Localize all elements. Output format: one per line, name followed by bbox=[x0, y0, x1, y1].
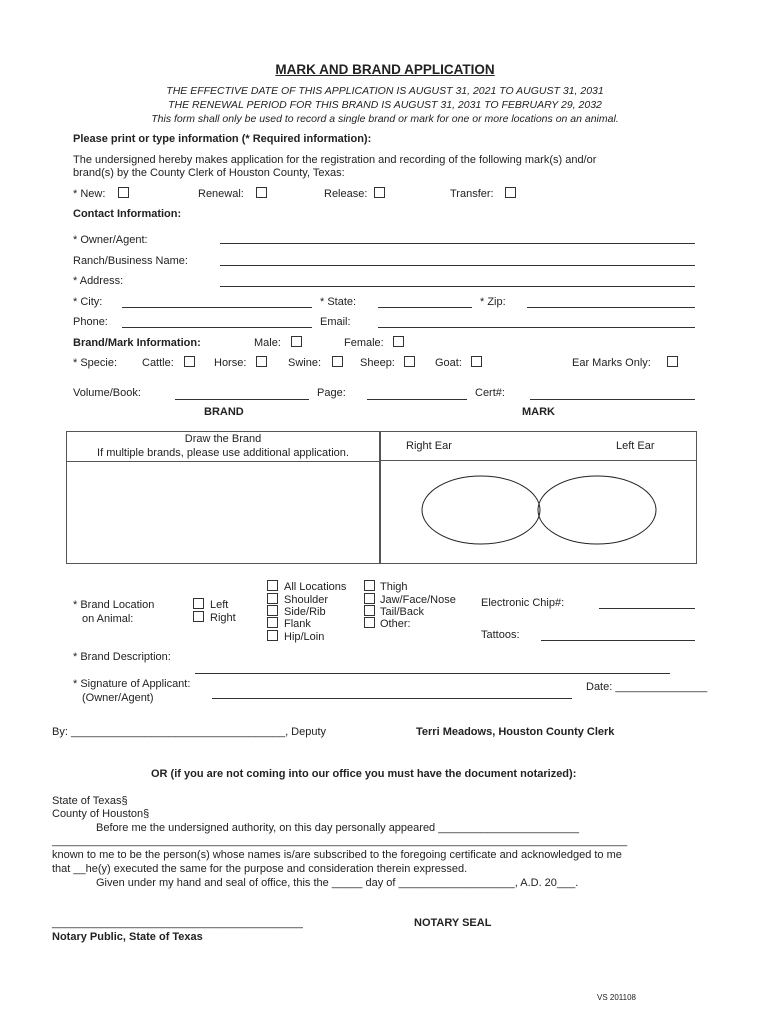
cert-field[interactable] bbox=[530, 399, 695, 400]
ranch-field[interactable] bbox=[220, 265, 695, 266]
notary-instruction: OR (if you are not coming into our office you must have the document notarized): bbox=[151, 768, 577, 780]
transfer-checkbox[interactable] bbox=[505, 187, 516, 198]
mark-heading: MARK bbox=[522, 406, 555, 418]
horse-checkbox[interactable] bbox=[256, 356, 267, 367]
ear-marks-only-checkbox[interactable] bbox=[667, 356, 678, 367]
shoulder-checkbox[interactable] bbox=[267, 593, 278, 604]
phone-field[interactable] bbox=[122, 327, 312, 328]
left-ear-label: Left Ear bbox=[616, 440, 655, 452]
tail-back-checkbox[interactable] bbox=[364, 605, 375, 616]
release-label: Release: bbox=[324, 188, 368, 200]
email-field[interactable] bbox=[378, 327, 695, 328]
female-label: Female: bbox=[344, 337, 384, 349]
brand-location-label: * Brand Location bbox=[73, 599, 155, 611]
draw-brand-text: Draw the Brand bbox=[184, 433, 262, 445]
hip-loin-label: Hip/Loin bbox=[284, 631, 325, 643]
cattle-label: Cattle: bbox=[142, 357, 174, 369]
notary-signature-line[interactable]: _________________________________________ bbox=[52, 917, 303, 929]
renewal-label: Renewal: bbox=[198, 188, 244, 200]
volume-field[interactable] bbox=[175, 399, 309, 400]
executed-text: that __he(y) executed the same for the purpose and consideration therein expressed. bbox=[52, 863, 468, 875]
goat-label: Goat: bbox=[435, 357, 462, 369]
page-field[interactable] bbox=[367, 399, 467, 400]
specie-label: * Specie: bbox=[73, 357, 118, 369]
ear-outlines bbox=[380, 461, 697, 564]
county-clerk-name: Terri Meadows, Houston County Clerk bbox=[416, 726, 615, 738]
new-checkbox[interactable] bbox=[118, 187, 129, 198]
right-side-checkbox[interactable] bbox=[193, 611, 204, 622]
left-side-label: Left bbox=[210, 599, 229, 611]
city-field[interactable] bbox=[122, 307, 312, 308]
deputy-line[interactable]: By: ___________________________________, Deputy bbox=[52, 726, 327, 738]
intro-line-1: The undersigned hereby makes application for the registration and recording of the following mark(s) and/or bbox=[73, 154, 597, 166]
date-field[interactable]: Date: _______________ bbox=[586, 681, 708, 693]
left-ear-outline[interactable] bbox=[538, 476, 656, 544]
cert-label: Cert#: bbox=[475, 387, 505, 399]
volume-label: Volume/Book: bbox=[73, 387, 141, 399]
left-side-checkbox[interactable] bbox=[193, 598, 204, 609]
female-checkbox[interactable] bbox=[393, 336, 404, 347]
owner-agent-label: (Owner/Agent) bbox=[82, 692, 154, 704]
release-checkbox[interactable] bbox=[374, 187, 385, 198]
county-of-houston: County of Houston§ bbox=[52, 808, 150, 820]
owner-label: * Owner/Agent: bbox=[73, 234, 148, 246]
email-label: Email: bbox=[320, 316, 351, 328]
new-label: * New: bbox=[73, 188, 106, 200]
print-note: Please print or type information (* Required information): bbox=[73, 133, 372, 145]
male-checkbox[interactable] bbox=[291, 336, 302, 347]
side-rib-label: Side/Rib bbox=[284, 606, 326, 618]
all-locations-label: All Locations bbox=[284, 581, 347, 593]
brand-heading: BRAND bbox=[204, 406, 244, 418]
male-label: Male: bbox=[254, 337, 281, 349]
jaw-face-nose-checkbox[interactable] bbox=[364, 593, 375, 604]
address-field[interactable] bbox=[220, 286, 695, 287]
all-locations-checkbox[interactable] bbox=[267, 580, 278, 591]
address-label: * Address: bbox=[73, 275, 124, 287]
tattoos-field[interactable] bbox=[541, 640, 695, 641]
multiple-brands-text: If multiple brands, please use additional application. bbox=[97, 447, 349, 459]
goat-checkbox[interactable] bbox=[471, 356, 482, 367]
contact-heading: Contact Information: bbox=[73, 208, 182, 220]
renewal-period-text: THE RENEWAL PERIOD FOR THIS BRAND IS AUGUST 31, 2031 TO FEBRUARY 29, 2032 bbox=[168, 99, 602, 111]
thigh-label: Thigh bbox=[380, 581, 408, 593]
single-use-text: This form shall only be used to record a single brand or mark for one or more locations on an animal. bbox=[151, 113, 619, 125]
tail-back-label: Tail/Back bbox=[380, 606, 425, 618]
brand-description-field[interactable] bbox=[195, 673, 670, 674]
city-label: * City: bbox=[73, 296, 103, 308]
signature-field[interactable] bbox=[212, 698, 572, 699]
swine-label: Swine: bbox=[288, 357, 322, 369]
before-me-text[interactable]: Before me the undersigned authority, on this day personally appeared _______________________ bbox=[96, 822, 579, 834]
owner-field[interactable] bbox=[220, 243, 695, 244]
form-version: VS 201108 bbox=[597, 993, 636, 1002]
right-side-label: Right bbox=[210, 612, 236, 624]
transfer-label: Transfer: bbox=[450, 188, 494, 200]
tattoos-label: Tattoos: bbox=[481, 629, 520, 641]
ranch-label: Ranch/Business Name: bbox=[73, 255, 188, 267]
state-label: * State: bbox=[320, 296, 357, 308]
brand-info-heading: Brand/Mark Information: bbox=[73, 337, 201, 349]
known-to-me-text: known to me to be the person(s) whose names is/are subscribed to the foregoing certificate and acknowledged to me bbox=[52, 849, 622, 861]
side-rib-checkbox[interactable] bbox=[267, 605, 278, 616]
appeared-name-line[interactable]: ______________________________________________________________________________________________ bbox=[52, 835, 628, 847]
on-animal-label: on Animal: bbox=[82, 613, 134, 625]
jaw-face-nose-label: Jaw/Face/Nose bbox=[380, 594, 456, 606]
hip-loin-checkbox[interactable] bbox=[267, 630, 278, 641]
sheep-label: Sheep: bbox=[360, 357, 395, 369]
intro-line-2: brand(s) by the County Clerk of Houston County, Texas: bbox=[73, 167, 345, 179]
cattle-checkbox[interactable] bbox=[184, 356, 195, 367]
zip-field[interactable] bbox=[527, 307, 695, 308]
state-field[interactable] bbox=[378, 307, 472, 308]
sheep-checkbox[interactable] bbox=[404, 356, 415, 367]
horse-label: Horse: bbox=[214, 357, 247, 369]
thigh-checkbox[interactable] bbox=[364, 580, 375, 591]
phone-label: Phone: bbox=[73, 316, 108, 328]
shoulder-label: Shoulder bbox=[284, 594, 329, 606]
electronic-chip-field[interactable] bbox=[599, 608, 695, 609]
right-ear-outline[interactable] bbox=[422, 476, 540, 544]
notary-public-label: Notary Public, State of Texas bbox=[52, 931, 203, 943]
swine-checkbox[interactable] bbox=[332, 356, 343, 367]
other-location-checkbox[interactable] bbox=[364, 617, 375, 628]
signature-label: * Signature of Applicant: bbox=[73, 678, 191, 690]
electronic-chip-label: Electronic Chip#: bbox=[481, 597, 565, 609]
form-title: MARK AND BRAND APPLICATION bbox=[275, 62, 495, 77]
right-ear-label: Right Ear bbox=[406, 440, 452, 452]
renewal-checkbox[interactable] bbox=[256, 187, 267, 198]
flank-label: Flank bbox=[284, 618, 311, 630]
other-location-label: Other: bbox=[380, 618, 411, 630]
state-of-texas: State of Texas§ bbox=[52, 795, 128, 807]
ear-marks-only-label: Ear Marks Only: bbox=[572, 357, 651, 369]
zip-label: * Zip: bbox=[480, 296, 506, 308]
flank-checkbox[interactable] bbox=[267, 617, 278, 628]
page-label: Page: bbox=[317, 387, 346, 399]
notary-seal-label: NOTARY SEAL bbox=[414, 917, 492, 929]
brand-description-label: * Brand Description: bbox=[73, 651, 171, 663]
given-under-hand-text[interactable]: Given under my hand and seal of office, this the _____ day of ___________________, A.D. 20___. bbox=[96, 877, 579, 889]
effective-date-text: THE EFFECTIVE DATE OF THIS APPLICATION IS AUGUST 31, 2021 TO AUGUST 31, 2031 bbox=[166, 85, 604, 97]
